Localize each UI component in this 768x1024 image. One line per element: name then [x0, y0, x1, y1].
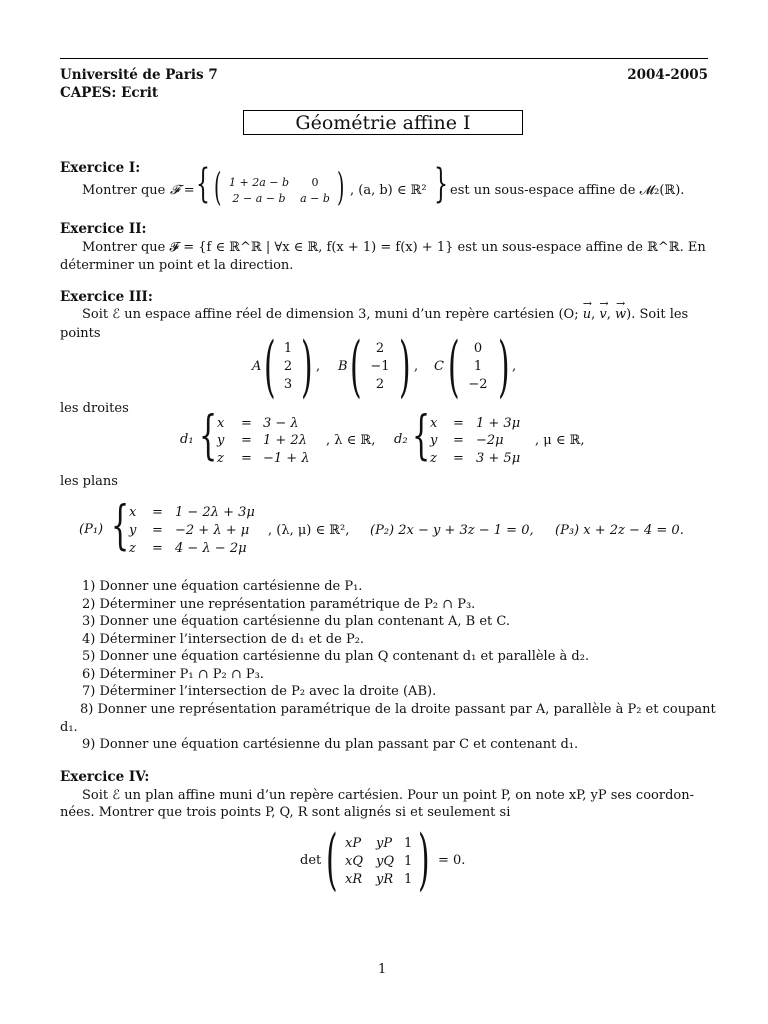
d1-row-2-var: y: [217, 433, 225, 448]
point-a-x: 1: [283, 341, 293, 356]
exercise-2-line-1: Montrer que 𝓕 = {f ∈ ℝ^ℝ | ∀x ∈ ℝ, f(x + 1) = f(x) + 1} est un sous-espace affine de ℝ^ℝ. En: [82, 240, 706, 255]
question-3: 3) Donner une équation cartésienne du plan contenant A, B et C.: [82, 614, 511, 629]
d2-row-2-eq: =: [453, 433, 464, 448]
header-university: Université de Paris 7: [60, 67, 218, 83]
question-8: 8) Donner une représentation paramétrique de la droite passant par A, parallèle à P₂ et coupant: [80, 702, 716, 717]
question-2: 2) Déterminer une représentation paramétrique de P₂ ∩ P₃.: [82, 597, 476, 612]
det-yq: yQ: [376, 854, 395, 869]
exercise-1-m12: 0: [311, 176, 319, 189]
determinant-tail: = 0.: [438, 853, 466, 868]
det-row-2-one: 1: [404, 854, 413, 869]
lines-label: les droites: [60, 401, 129, 416]
point-b-right-paren: ): [399, 328, 411, 405]
exercise-3-heading: Exercice III:: [60, 289, 153, 305]
exercise-4-heading: Exercice IV:: [60, 769, 150, 785]
d1-brace: {: [199, 406, 218, 466]
d2-row-1-expr: 1 + 3μ: [476, 416, 521, 431]
p1-name: (P₁): [79, 522, 104, 537]
point-b-x: 2: [375, 341, 385, 356]
det-xq: xQ: [345, 854, 363, 869]
planes-label: les plans: [60, 474, 118, 489]
vector-w: → w: [615, 307, 626, 322]
p1-row-2-var: y: [129, 523, 137, 538]
exercise-4-line-2: nées. Montrer que trois points P, Q, R sont alignés si et seulement si: [60, 805, 511, 820]
p1-row-2-expr: −2 + λ + μ: [175, 523, 250, 538]
point-a-right-paren: ): [301, 328, 313, 405]
exercise-4-line-1: Soit ℰ un plan affine muni d’un repère cartésien. Pour un point P, on note xP, yP ses coordon-: [82, 788, 694, 803]
exercise-3-points-label: points: [60, 326, 101, 341]
exercise-1-m21: 2 − a − b: [232, 192, 286, 205]
d1-row-3-expr: −1 + λ: [263, 451, 310, 466]
question-8-continued: d₁.: [60, 720, 78, 735]
d1-row-3-var: z: [217, 451, 224, 466]
question-6: 6) Déterminer P₁ ∩ P₂ ∩ P₃.: [82, 667, 264, 682]
det-row-1-one: 1: [404, 836, 413, 851]
d1-row-1-var: x: [217, 416, 225, 431]
p1-parameter: , (λ, μ) ∈ ℝ²,: [268, 523, 350, 538]
point-a-y: 2: [283, 359, 293, 374]
d1-parameter: , λ ∈ ℝ,: [326, 433, 376, 448]
d2-name: d₂: [394, 432, 408, 447]
p1-row-1-var: x: [129, 505, 137, 520]
p1-row-3-expr: 4 − λ − 2μ: [175, 541, 247, 556]
d1-row-2-eq: =: [241, 433, 252, 448]
question-4: 4) Déterminer l’intersection de d₁ et de P₂.: [82, 632, 365, 647]
exercise-1-m11: 1 + 2a − b: [228, 176, 290, 189]
d1-row-1-eq: =: [241, 416, 252, 431]
exercise-1-right-brace: }: [434, 161, 448, 207]
det-row-3-one: 1: [404, 872, 413, 887]
exercise-1-right-paren: ): [337, 165, 345, 209]
determinant-left-paren: (: [326, 821, 338, 898]
vector-v: → v: [599, 307, 606, 322]
determinant-label: det: [300, 853, 322, 868]
point-c-comma: ,: [512, 359, 517, 374]
d2-brace: {: [412, 406, 431, 466]
exercise-3-intro-b: ). Soit les: [626, 307, 689, 322]
vector-u: → u: [583, 307, 591, 322]
point-a-z: 3: [283, 377, 293, 392]
exercise-1-left-brace: {: [196, 161, 210, 207]
d2-row-3-eq: =: [453, 451, 464, 466]
point-b-left-paren: (: [350, 328, 362, 405]
question-9: 9) Donner une équation cartésienne du plan passant par C et contenant d₁.: [82, 737, 579, 752]
exercise-1-condition: , (a, b) ∈ ℝ²: [350, 183, 427, 198]
determinant-right-paren: ): [418, 821, 430, 898]
question-5: 5) Donner une équation cartésienne du plan Q contenant d₁ et parallèle à d₂.: [82, 649, 590, 664]
exercise-3-intro-a: Soit ℰ un espace affine réel de dimension 3, muni d’un repère cartésien (O;: [82, 307, 579, 322]
point-a-left-paren: (: [264, 328, 276, 405]
p2-equation: (P₂) 2x − y + 3z − 1 = 0,: [370, 523, 534, 538]
det-yp: yP: [376, 836, 393, 851]
exercise-2-heading: Exercice II:: [60, 221, 147, 237]
d2-row-3-var: z: [430, 451, 437, 466]
d1-row-3-eq: =: [241, 451, 252, 466]
exercise-1-heading: Exercice I:: [60, 160, 141, 176]
d2-row-2-var: y: [430, 433, 438, 448]
header-year: 2004-2005: [627, 67, 708, 83]
p1-row-3-eq: =: [152, 541, 163, 556]
d2-row-1-var: x: [430, 416, 438, 431]
point-c-x: 0: [473, 341, 483, 356]
p3-equation: (P₃) x + 2z − 4 = 0.: [555, 523, 684, 538]
point-b-comma: ,: [414, 359, 419, 374]
header-course: CAPES: Ecrit: [60, 85, 159, 101]
question-1: 1) Donner une équation cartésienne de P₁.: [82, 579, 363, 594]
p1-brace: {: [111, 496, 130, 556]
d2-row-2-expr: −2μ: [476, 433, 504, 448]
d2-parameter: , μ ∈ ℝ,: [535, 433, 585, 448]
exercise-1-lead: 𝓕 =: [170, 183, 195, 198]
exercise-1-m22: a − b: [300, 192, 330, 205]
point-b-z: 2: [375, 377, 385, 392]
p1-row-1-expr: 1 − 2λ + 3μ: [175, 505, 255, 520]
exercise-2-line-2: déterminer un point et la direction.: [60, 258, 294, 273]
exercise-1-suffix: est un sous-espace affine de 𝓜₂(ℝ).: [450, 183, 685, 198]
exercise-3-intro: Soit ℰ un espace affine réel de dimension 3, muni d’un repère cartésien (O; → u, → v, → w). Soit les: [82, 307, 688, 322]
exercise-1-prefix: Montrer que: [82, 183, 166, 198]
point-b-name: B: [338, 359, 348, 374]
page-title: Géométrie affine I: [295, 112, 471, 134]
point-a-name: A: [252, 359, 262, 374]
d1-row-2-expr: 1 + 2λ: [263, 433, 307, 448]
d1-row-1-expr: 3 − λ: [263, 416, 299, 431]
point-c-y: 1: [473, 359, 483, 374]
title-box: [243, 110, 523, 135]
point-c-right-paren: ): [498, 328, 510, 405]
p1-row-2-eq: =: [152, 523, 163, 538]
point-c-name: C: [434, 359, 444, 374]
d1-name: d₁: [180, 432, 194, 447]
exercise-1-left-paren: (: [214, 165, 222, 209]
det-xp: xP: [345, 836, 362, 851]
p1-row-1-eq: =: [152, 505, 163, 520]
question-7: 7) Déterminer l’intersection de P₂ avec la droite (AB).: [82, 684, 437, 699]
point-b-y: −1: [370, 359, 390, 374]
point-a-comma: ,: [316, 359, 321, 374]
top-rule: [60, 58, 708, 59]
point-c-z: −2: [468, 377, 488, 392]
d2-row-3-expr: 3 + 5μ: [476, 451, 521, 466]
det-xr: xR: [345, 872, 363, 887]
p1-row-3-var: z: [129, 541, 136, 556]
det-yr: yR: [376, 872, 394, 887]
d2-row-1-eq: =: [453, 416, 464, 431]
page-number: 1: [378, 962, 387, 977]
point-c-left-paren: (: [448, 328, 460, 405]
